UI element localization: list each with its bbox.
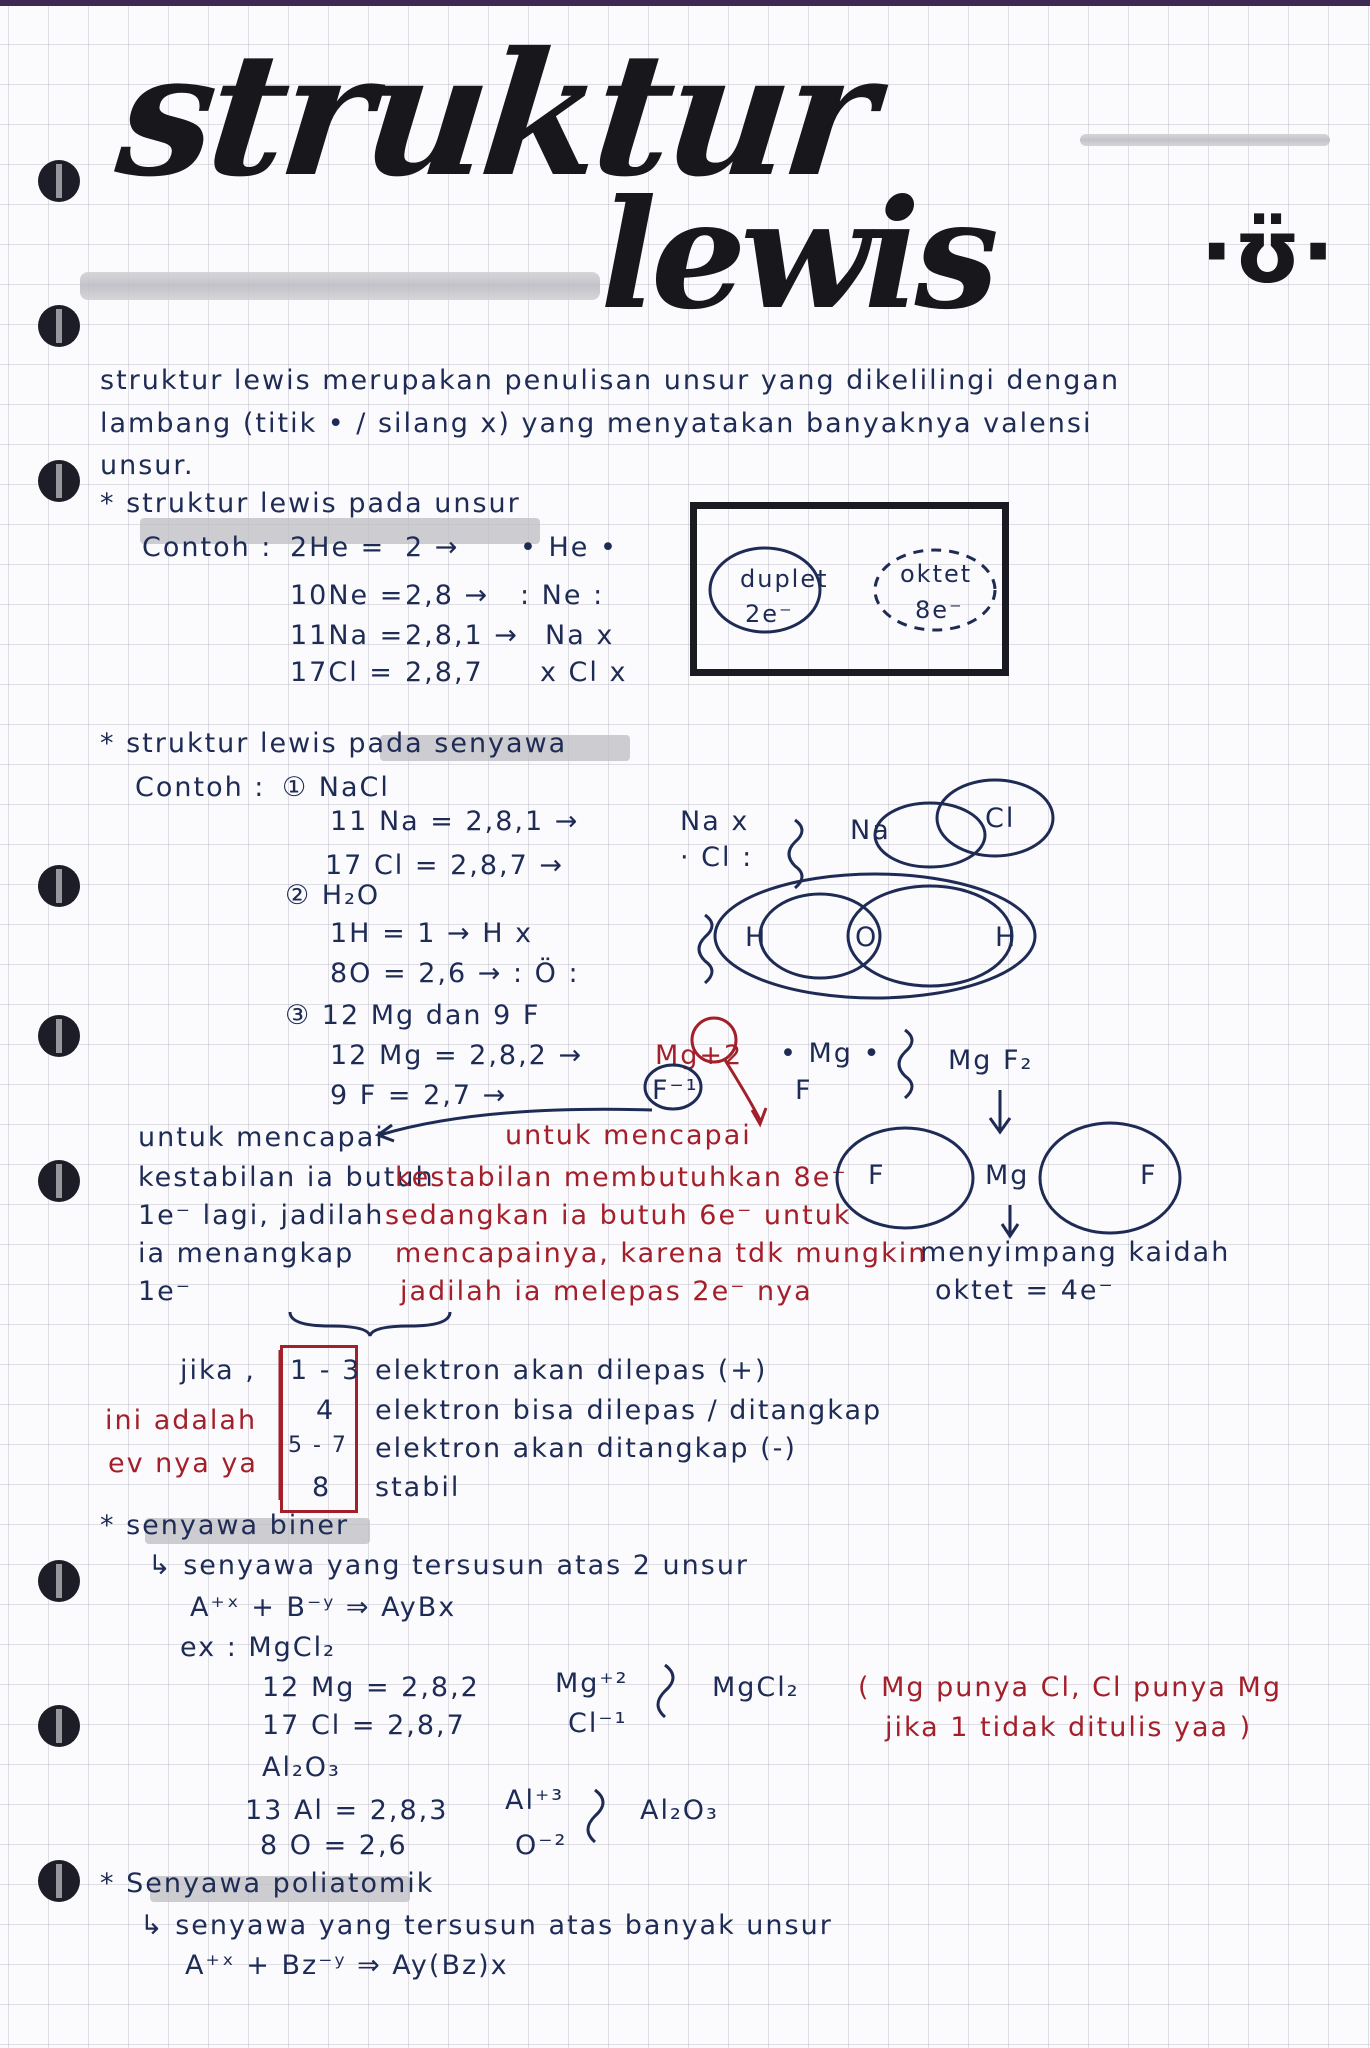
- note-red: sedangkan ia butuh 6e⁻ untuk: [385, 1200, 852, 1231]
- ion-charge: Mg+2: [655, 1040, 744, 1071]
- bond-oval: [937, 780, 1053, 856]
- example-title: ② H₂O: [285, 880, 381, 911]
- smiley-doodle: ·ʊ̈·: [1200, 200, 1335, 303]
- bond-atom: F: [1140, 1160, 1158, 1191]
- duplet-oval: [710, 548, 820, 632]
- ion-charge: Al⁺³: [505, 1785, 565, 1816]
- red-arrow: [725, 1060, 766, 1124]
- down-arrow: [1002, 1205, 1018, 1236]
- lewis-symbol: · Cl :: [680, 842, 754, 873]
- ev-note: ev nya ya: [108, 1448, 258, 1479]
- lewis-symbol: x Cl x: [540, 657, 628, 688]
- compound-result: MgCl₂: [712, 1672, 800, 1703]
- element-symbol: 10Ne =: [290, 580, 405, 611]
- definition: ↳ senyawa yang tersusun atas banyak unsur: [140, 1910, 833, 1941]
- rule-value: elektron akan dilepas (+): [375, 1355, 768, 1386]
- ion-charge: O⁻²: [515, 1830, 568, 1861]
- intro-line: unsur.: [100, 450, 195, 481]
- bond-oval: [1040, 1123, 1180, 1233]
- config-line: 8 O = 2,6: [260, 1830, 408, 1861]
- example-label: Al₂O₃: [262, 1752, 341, 1783]
- compound-result: Al₂O₃: [640, 1795, 719, 1826]
- ion-charge: Mg⁺²: [555, 1668, 629, 1699]
- rule-key: 8: [312, 1472, 332, 1503]
- bond-atom: Na: [850, 815, 891, 846]
- rule-key: 5 - 7: [288, 1433, 348, 1458]
- example-title: ① NaCl: [282, 772, 390, 803]
- ion-circle: [645, 1065, 701, 1109]
- note-left: 1e⁻: [138, 1276, 193, 1307]
- bond-oval: [875, 803, 985, 867]
- bond-atom: F: [868, 1160, 886, 1191]
- note-left: 1e⁻ lagi, jadilah: [138, 1200, 385, 1231]
- config-line: 1H = 1 → H x: [330, 918, 534, 949]
- page-title-line1: struktur: [109, 15, 880, 215]
- oktet-label: oktet: [900, 560, 973, 588]
- bond-atom: H: [995, 922, 1018, 953]
- config-line: 11 Na = 2,8,1 →: [330, 806, 580, 837]
- rule-value: stabil: [375, 1472, 461, 1503]
- example-label: Contoh :: [142, 532, 273, 563]
- duplet-label: duplet: [740, 565, 829, 593]
- brace: [699, 915, 712, 983]
- rule-key: 4: [316, 1395, 336, 1426]
- intro-line: struktur lewis merupakan penulisan unsur yang dikelilingi dengan: [100, 365, 1121, 396]
- element-symbol: 17Cl =: [290, 657, 394, 688]
- red-note: jika 1 tidak ditulis yaa ): [885, 1712, 1253, 1743]
- brace: [789, 820, 802, 888]
- intro-line: lambang (titik • / silang x) yang menyatakan banyaknya valensi: [100, 408, 1093, 439]
- deviation-note: menyimpang kaidah: [920, 1237, 1231, 1268]
- lewis-symbol: F: [795, 1075, 813, 1106]
- left-arrow: [378, 1109, 652, 1141]
- config-line: 9 F = 2,7 →: [330, 1080, 508, 1111]
- note-red-heading: untuk mencapai: [505, 1120, 752, 1151]
- ev-note: ini adalah: [105, 1405, 258, 1436]
- bond-oval: [848, 886, 1012, 986]
- lewis-symbol: • Mg •: [780, 1038, 882, 1069]
- rule-value: elektron akan ditangkap (-): [375, 1433, 797, 1464]
- rule-key: 1 - 3: [290, 1355, 362, 1386]
- note-red: mencapainya, karena tdk mungkin: [395, 1238, 928, 1269]
- general-formula: A⁺ˣ + B⁻ʸ ⇒ AyBx: [190, 1592, 457, 1623]
- config-line: 13 Al = 2,8,3: [245, 1795, 449, 1826]
- definition: ↳ senyawa yang tersusun atas 2 unsur: [148, 1550, 750, 1581]
- ion-circle: [692, 1018, 736, 1062]
- section-heading: * struktur lewis pada unsur: [100, 488, 521, 519]
- lewis-symbol: Na x: [545, 620, 615, 651]
- brace: [658, 1665, 673, 1717]
- example-title: ③ 12 Mg dan 9 F: [285, 1000, 541, 1031]
- red-note: ( Mg punya Cl, Cl punya Mg: [858, 1672, 1282, 1703]
- config-line: 17 Cl = 2,8,7 →: [325, 850, 564, 881]
- lewis-symbol: : Ne :: [520, 580, 605, 611]
- bond-atom: Mg: [985, 1160, 1030, 1191]
- note-red: kestabilan membutuhkan 8e⁻: [395, 1162, 848, 1193]
- note-red: jadilah ia melepas 2e⁻ nya: [400, 1276, 813, 1307]
- example-label: ex : MgCl₂: [180, 1632, 336, 1663]
- brace: [588, 1790, 603, 1842]
- ion-charge: F⁻¹: [652, 1075, 699, 1106]
- oktet-electrons: 8e⁻: [915, 596, 964, 624]
- section-heading: * senyawa biner: [100, 1510, 350, 1541]
- oktet-oval: [875, 550, 995, 630]
- general-formula: A⁺ˣ + Bz⁻ʸ ⇒ Ay(Bz)x: [185, 1950, 509, 1981]
- bond-atom: Cl: [985, 803, 1016, 834]
- config-line: 17 Cl = 2,8,7: [262, 1710, 466, 1741]
- down-arrow: [990, 1090, 1010, 1132]
- duplet-electrons: 2e⁻: [745, 600, 794, 628]
- element-symbol: 2He =: [290, 532, 386, 563]
- section-heading: * Senyawa poliatomik: [100, 1868, 435, 1899]
- ion-charge: Cl⁻¹: [568, 1708, 628, 1739]
- example-label: Contoh :: [135, 772, 266, 803]
- lewis-symbol: • He •: [520, 532, 618, 563]
- element-symbol: 11Na =: [290, 620, 405, 651]
- rule-value: elektron bisa dilepas / ditangkap: [375, 1395, 883, 1426]
- page-title-line2: lewis: [600, 167, 993, 343]
- config-line: 8O = 2,6 → : Ö :: [330, 958, 580, 989]
- electron-config: 2,8,7: [405, 657, 484, 688]
- brace: [899, 1030, 912, 1098]
- lewis-symbol: Na x: [680, 806, 750, 837]
- compound-result: Mg F₂: [948, 1045, 1034, 1076]
- config-line: 12 Mg = 2,8,2 →: [330, 1040, 584, 1071]
- electron-config: 2,8,1 →: [405, 620, 519, 651]
- note-left: untuk mencapai: [138, 1122, 385, 1153]
- electron-config: 2 →: [405, 532, 460, 563]
- bond-atom: H: [745, 922, 768, 953]
- bond-oval: [715, 874, 1035, 998]
- config-line: 12 Mg = 2,8,2: [262, 1672, 480, 1703]
- bond-atom: O: [855, 922, 879, 953]
- electron-config: 2,8 →: [405, 580, 490, 611]
- note-left: ia menangkap: [138, 1238, 355, 1269]
- rule-intro: jika ,: [180, 1355, 256, 1386]
- section-heading: * struktur lewis pada senyawa: [100, 728, 568, 759]
- deviation-note: oktet = 4e⁻: [935, 1275, 1115, 1306]
- brace: [290, 1312, 450, 1336]
- note-left: kestabilan ia butuh: [138, 1162, 435, 1193]
- bond-oval: [837, 1128, 973, 1228]
